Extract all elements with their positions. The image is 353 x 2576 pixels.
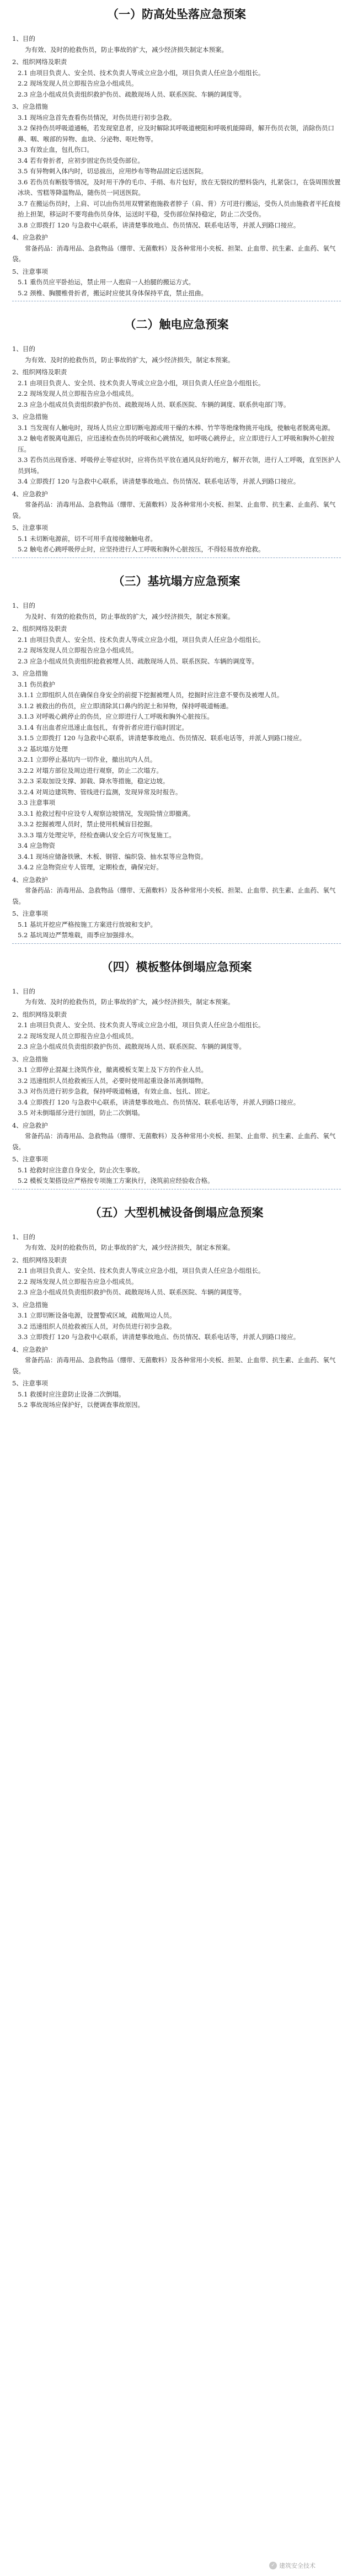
section-title: （五）大型机械设备倒塌应急预案 <box>89 1205 264 1219</box>
clause: 3.4.1 现场应储备铁锹、木板、钢管、编织袋、抽水泵等应急物资。 <box>18 852 207 861</box>
clause: 3.2 保持伤员呼吸道通畅，若发现窒息者，应及时解除其呼吸道梗阻和呼吸机能障碍，解开伤员衣领，消除伤员口鼻、咽、喉部的异物、血块、分泌物、呕吐物等。 <box>18 124 334 143</box>
section-heading: 4、应急救护 <box>12 490 48 498</box>
section-heading: 5、注意事项 <box>12 267 48 275</box>
clause: 2.2 现场发现人员立即报告应急小组成员。 <box>18 646 138 655</box>
paragraph: 常备药品：消毒用品、急救物品（绷带、无菌敷料）及各种常用小夹板、担架、止血带、抗生素、止血药、氧气袋。 <box>12 886 336 905</box>
section <box>0 960 353 1187</box>
section-heading: 4、应急救护 <box>12 1121 48 1129</box>
section-heading: 2、组织网络及职责 <box>12 58 67 66</box>
clause: 3.1 立即停止混凝土浇筑作业，撤离模板支架上及下方的作业人员。 <box>18 1066 207 1074</box>
clause: 3.4 立即拨打 120 与急救中心联系，讲清楚事故地点、伤员情况、联系电话等，并派人到路口接应。 <box>18 477 300 486</box>
clause: 3.5 对未倒塌部分进行加固，防止二次倒塌。 <box>18 1109 144 1117</box>
clause: 5.1 重伤员应平卧抬运，禁止用一人抱肩一人抬腿的搬运方式。 <box>18 278 195 286</box>
section-heading: 3、应急措施 <box>12 1300 48 1309</box>
clause: 3.2.2 对塌方部位及周边进行观察，防止二次塌方。 <box>18 766 163 774</box>
section-heading: 1、目的 <box>12 1233 35 1241</box>
section-heading: 5、注意事项 <box>12 524 48 532</box>
section-heading: 3、应急措施 <box>12 413 48 421</box>
clause: 3.1.3 对呼吸心跳停止的伤员，应立即进行人工呼吸和胸外心脏按压。 <box>18 713 213 721</box>
clause: 3.1 现场应急首先查看伤员情况，对伤员进行初步急救。 <box>18 113 176 121</box>
clause: 3.2.4 对周边建筑物、管线进行监测，发现异常及时报告。 <box>18 788 182 796</box>
section-heading: 2、组织网络及职责 <box>12 1010 67 1018</box>
section-title: （二）触电应急预案 <box>124 318 229 332</box>
section <box>0 575 353 941</box>
clause: 3.3.1 抢救过程中应设专人观察边坡情况，发现险情立即撤离。 <box>18 809 195 817</box>
paragraph: 常备药品：消毒用品、急救物品（绷带、无菌敷料）及各种常用小夹板、担架、止血带、抗生素、止血药、氧气袋。 <box>12 1132 336 1151</box>
paragraph: 为有效、及时的抢救伤员，防止事故的扩大，减少经济损失，制定本预案。 <box>25 998 234 1006</box>
clause: 3.2.1 立即停止基坑内一切作业，撤出坑内人员。 <box>18 756 157 764</box>
clause: 2.2 现场发现人员立即报告应急小组成员。 <box>18 79 138 88</box>
clause: 2.3 应急小组成员负责组织救护伤员、疏散现场人员、联系医院、车辆的调度等。 <box>18 1288 245 1297</box>
clause: 2.2 现场发现人员立即报告应急小组成员。 <box>18 1032 138 1040</box>
section-heading: 2、组织网络及职责 <box>12 1256 67 1264</box>
section-title: （一）防高处坠落应急预案 <box>107 8 246 21</box>
clause: 3.4 应急物资 <box>18 842 55 850</box>
section-heading: 1、目的 <box>12 602 35 610</box>
section-title: （四）模板整体倒塌应急预案 <box>101 960 252 974</box>
clause: 2.2 现场发现人员立即报告应急小组成员。 <box>18 390 138 398</box>
clause: 2.2 现场发现人员立即报告应急小组成员。 <box>18 1277 138 1286</box>
clause: 2.1 由项目负责人、安全员、技术负责人等成立应急小组，项目负责人任应急小组组长。 <box>18 635 265 644</box>
section-title: （三）基坑塌方应急预案 <box>113 574 240 588</box>
clause: 3.3 有效止血，包扎伤口。 <box>18 146 93 154</box>
clause: 2.1 由项目负责人、安全员、技术负责人等成立应急小组，项目负责人任应急小组组长。 <box>18 379 265 387</box>
clause: 3.2 迅速组织人员抢救被压人员，必要时使用起重设备吊离倒塌物。 <box>18 1076 207 1085</box>
clause: 5.2 触电者心跳呼吸停止时，应坚持进行人工呼吸和胸外心脏按压，不得轻易放弃抢救。 <box>18 545 265 554</box>
clause: 3.3.2 挖掘被埋人员时，禁止使用机械盲目挖掘。 <box>18 820 157 828</box>
clause: 5.1 基坑开挖应严格按施工方案进行放坡和支护。 <box>18 920 157 928</box>
clause: 3.3 若伤员出现昏迷、呼吸停止等症状时，应将伤员平放在通风良好的地方，解开衣领，进行人工呼吸，直至医护人员到场。 <box>18 456 341 475</box>
section-divider <box>12 943 341 944</box>
section-heading: 1、目的 <box>12 35 35 43</box>
clause: 3.3 立即拨打 120 与急救中心联系，讲清楚事故地点、伤员情况、联系电话等，并派人到路口接应。 <box>18 1333 300 1341</box>
section-heading: 1、目的 <box>12 987 35 995</box>
clause: 3.6 若伤员有断肢等情况，及时用干净的毛巾、手绢、布片包好，放在无裂纹的塑料袋内，扎紧袋口，在袋周围放置冰块、雪糕等降温物品，随伤员一同送医院。 <box>18 178 341 197</box>
paragraph: 为有效、及时的抢救伤员，防止事故的扩大，减少经济损失，制定本预案。 <box>25 1244 234 1252</box>
clause: 3.4 若有骨折者，应初步固定伤员受伤部位。 <box>18 156 144 164</box>
clause: 5.1 抢救时应注意自身安全，防止次生事故。 <box>18 1166 144 1174</box>
clause: 3.3.3 塌方处理完毕，经检查确认安全后方可恢复施工。 <box>18 831 175 839</box>
watermark-text: 建筑安全技术 <box>279 2562 315 2569</box>
paragraph: 为有效、及时的抢救伤员，防止事故的扩大，减少经济损失制定本预案。 <box>25 45 228 54</box>
clause: 3.1 立即切断设备电源，设置警戒区域，疏散周边人员。 <box>18 1311 176 1320</box>
section-heading: 5、注意事项 <box>12 1379 48 1388</box>
clause: 3.3 对伤员进行初步急救，保持呼吸道畅通，有效止血、包扎、固定。 <box>18 1087 214 1096</box>
clause: 5.1 救援时应注意防止设备二次倒塌。 <box>18 1390 125 1398</box>
clause: 2.1 由项目负责人、安全员、技术负责人等成立应急小组，项目负责人任应急小组组长。 <box>18 1267 265 1275</box>
section-heading: 1、目的 <box>12 345 35 353</box>
section <box>0 318 353 555</box>
wechat-icon: ✓ <box>269 2562 277 2569</box>
paragraph: 为有效、及时的抢救伤员，防止事故的扩大，减少经济损失，制定本预案。 <box>25 355 234 364</box>
section-heading: 5、注意事项 <box>12 910 48 918</box>
clause: 3.5 有异物刺入体内时，切忌拔出，应用纱布等物品固定后送医院。 <box>18 167 207 176</box>
section-heading: 4、应急救护 <box>12 875 48 884</box>
clause: 3.2 迅速组织人员抢救被压人员，对伤员进行初步急救。 <box>18 1322 176 1330</box>
clause: 3.1.4 有出血者应迅速止血包扎，有骨折者应进行临时固定。 <box>18 723 188 731</box>
clause: 3.1 当发现有人触电时，现场人员应立即切断电源或用干燥的木棒、竹竿等绝缘物挑开电线，使触电者脱离电源。 <box>18 423 334 432</box>
clause: 2.3 应急小组成员负责组织救护伤员、疏散现场人员、联系医院、车辆的调度等。 <box>18 90 245 98</box>
clause: 3.1 伤员救护 <box>18 680 55 688</box>
clause: 3.1.2 被救出的伤员，应立即清除其口鼻内的泥土和异物，保持呼吸道畅通。 <box>18 702 233 710</box>
clause: 2.3 应急小组成员负责组织救护伤员、疏散现场人员、联系医院、车辆的调度等。 <box>18 1043 245 1051</box>
section-heading: 5、注意事项 <box>12 1155 48 1164</box>
section-heading: 2、组织网络及职责 <box>12 368 67 376</box>
clause: 2.3 应急小组成员负责组织救护伤员、疏散现场人员、联系医院、车辆的调度、联系供电部门等。 <box>18 400 290 408</box>
clause: 2.1 由项目负责人、安全员、技术负责人等成立应急小组，项目负责人任应急小组组长。 <box>18 68 265 77</box>
clause: 3.2 基坑塌方处理 <box>18 745 68 753</box>
clause: 3.2.3 采取加设支撑、卸载、降水等措施，稳定边坡。 <box>18 777 169 785</box>
section-heading: 4、应急救护 <box>12 233 48 242</box>
section-heading: 2、组织网络及职责 <box>12 625 67 633</box>
clause: 5.2 基坑周边严禁堆载，雨季应加强排水。 <box>18 931 138 939</box>
paragraph: 常备药品：消毒用品、急救物品（绷带、无菌敷料）及各种常用小夹板、担架、止血带、抗生素、止血药、氧气袋。 <box>12 244 336 263</box>
clause: 3.1.5 立即拨打 120 与急救中心联系，讲清楚事故地点、伤员情况、联系电话等，并派人到路口接应。 <box>18 734 306 742</box>
section <box>0 1206 353 1411</box>
watermark <box>269 2561 315 2570</box>
clause: 5.1 未切断电源前，切不可用手直接接触触电者。 <box>18 534 157 543</box>
section-heading: 3、应急措施 <box>12 670 48 678</box>
section-divider <box>12 557 341 558</box>
clause: 3.2 触电者脱离电源后，应迅速检查伤员的呼吸和心跳情况，如呼吸心跳停止，应立即进行人工呼吸和胸外心脏按压。 <box>18 434 334 453</box>
clause: 2.1 由项目负责人、安全员、技术负责人等成立应急小组，项目负责人任应急小组组长。 <box>18 1021 265 1029</box>
section-heading: 4、应急救护 <box>12 1345 48 1353</box>
paragraph: 常备药品：消毒用品、急救物品（绷带、无菌敷料）及各种常用小夹板、担架、止血带、抗生素、止血药、氧气袋。 <box>12 1356 336 1375</box>
clause: 3.1.1 立即组织人员在确保自身安全的前提下挖掘被埋人员，挖掘时应注意不要伤及被埋人员。 <box>18 691 284 699</box>
section-heading: 3、应急措施 <box>12 103 48 111</box>
clause: 3.3 注意事项 <box>18 799 55 807</box>
clause: 3.4 立即拨打 120 与急救中心联系，讲清楚事故地点、伤员情况、联系电话等，并派人到路口接应。 <box>18 1098 300 1106</box>
clause: 3.7 在搬运伤员时，上肩、可以由伤员用双臂紧抱施救者脖子（肩、背）方可进行搬运，受伤人员由施救者平托直接抬上担架，移运时不要弯曲伤员身体，运送时平稳，受伤部位保持稳定，防止二次受伤。 <box>18 199 341 219</box>
paragraph: 为及时、有效的抢救伤员，防止事故的扩大，减少经济损失，制定本预案。 <box>25 612 234 620</box>
section-heading: 3、应急措施 <box>12 1055 48 1063</box>
clause: 3.8 立即拨打 120 与急救中心联系，讲清楚事故地点、伤员情况、联系电话等，并派人到路口接应。 <box>18 221 300 229</box>
clause: 2.3 应急小组成员负责组织抢救被埋人员、疏散现场人员、联系医院、车辆的调度等。 <box>18 657 258 665</box>
clause: 5.2 事故现场应保护好，以便调查事故原因。 <box>18 1401 144 1409</box>
clause: 3.4.2 应急物资应专人管理，定期检查，确保完好。 <box>18 863 163 872</box>
clause: 5.2 模板支架搭设应严格按专项施工方案执行，浇筑前应经验收合格。 <box>18 1177 214 1185</box>
section <box>0 8 353 299</box>
clause: 5.2 颈椎、胸腰椎骨折者，搬运时应使其身体保持平直，禁止扭曲。 <box>18 289 207 297</box>
paragraph: 常备药品：消毒用品、急救物品（绷带、无菌敷料）及各种常用小夹板、担架、止血带、抗生素、止血药、氧气袋。 <box>12 501 336 519</box>
